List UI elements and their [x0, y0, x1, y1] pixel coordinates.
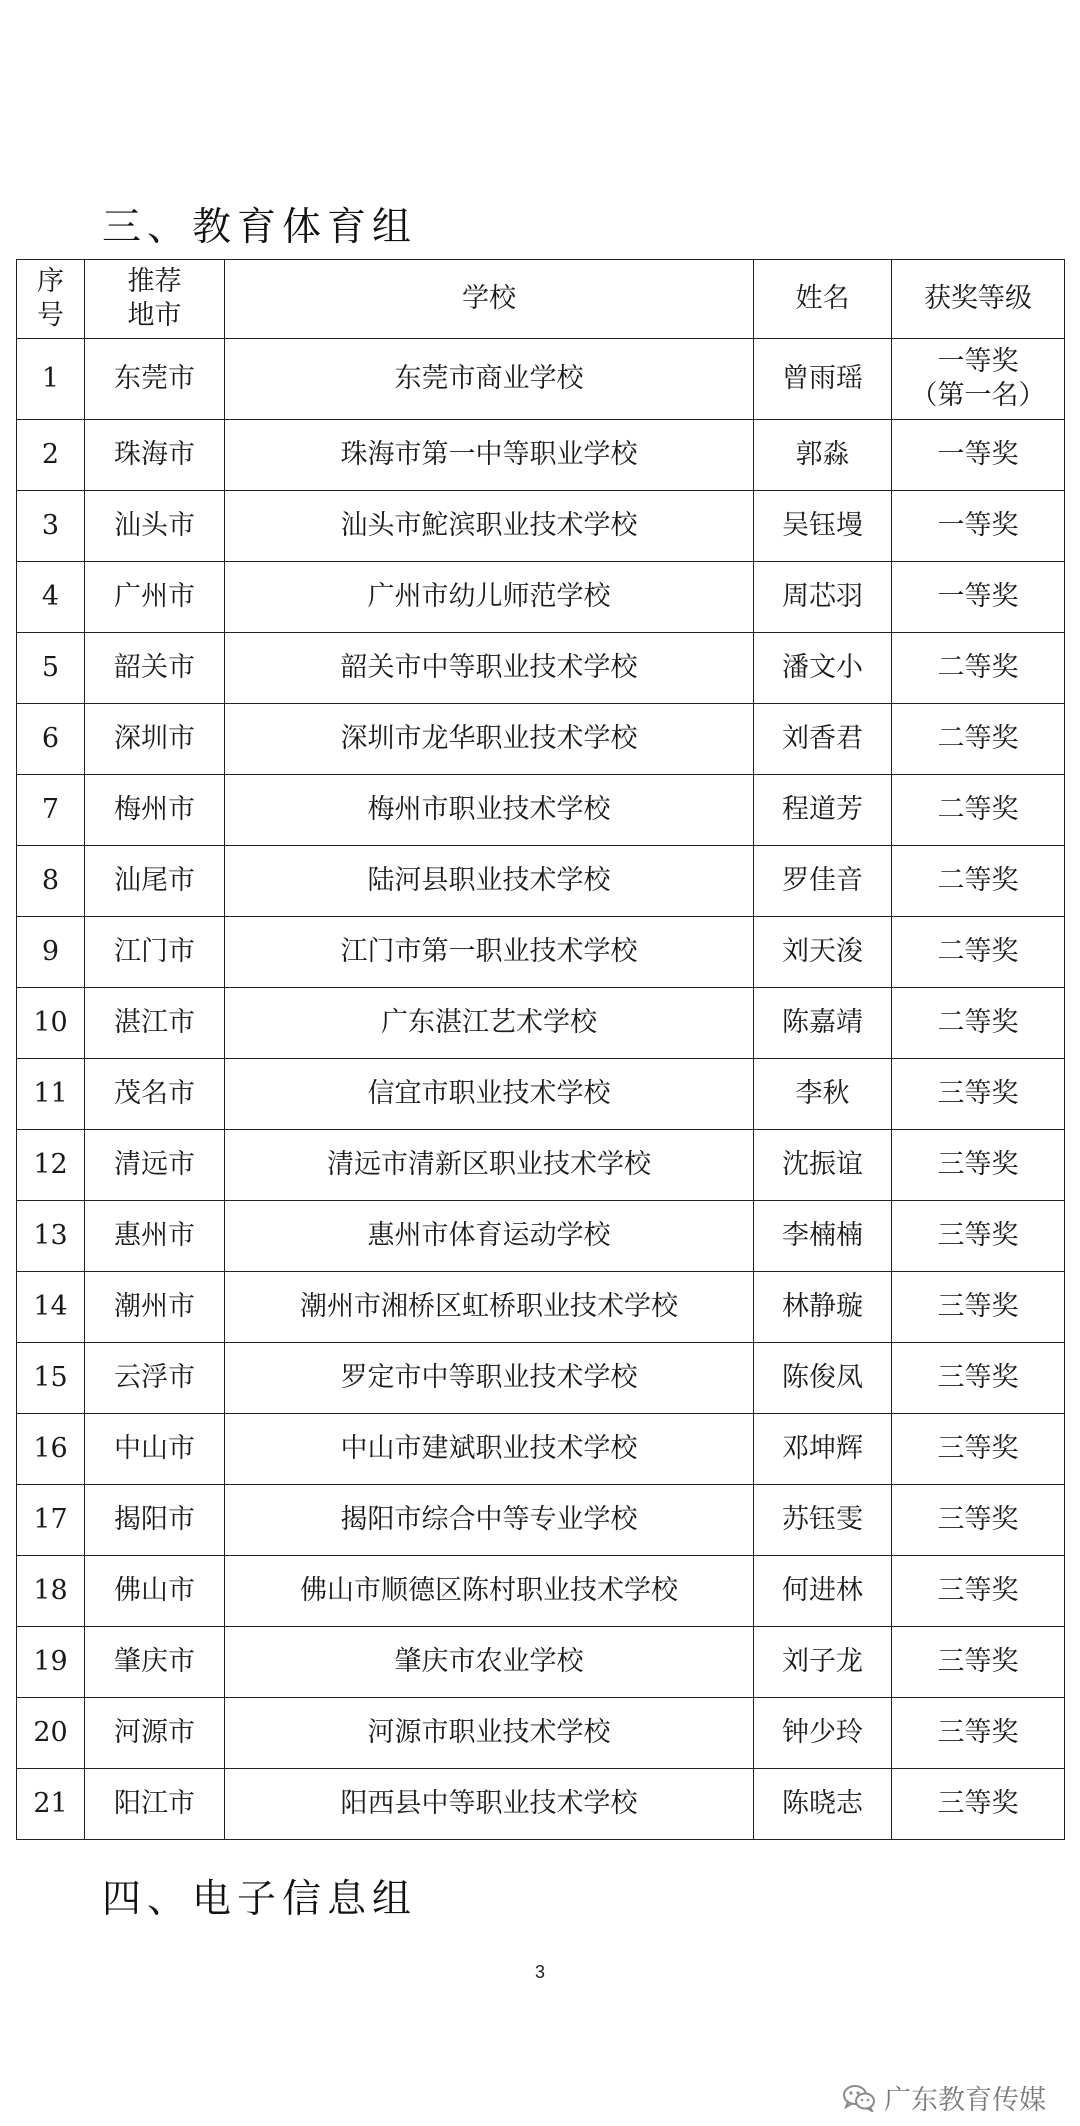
cell-school: 广州市幼儿师范学校: [225, 562, 754, 633]
table-row: [17, 1343, 1065, 1414]
cell-award-level: 三等奖: [892, 1414, 1065, 1485]
cell-name: 苏钰雯: [754, 1485, 892, 1556]
cell-city: 东莞市: [85, 339, 225, 420]
cell-city: 汕头市: [85, 491, 225, 562]
cell-award-level: 二等奖: [892, 846, 1065, 917]
cell-award-level: 二等奖: [892, 917, 1065, 988]
cell-name: 潘文小: [754, 633, 892, 704]
table-row: [17, 775, 1065, 846]
cell-serial-number: 10: [17, 988, 85, 1059]
header-row: [17, 260, 1065, 339]
cell-serial-number: 12: [17, 1130, 85, 1201]
cell-school: 潮州市湘桥区虹桥职业技术学校: [225, 1272, 754, 1343]
cell-name: 李楠楠: [754, 1201, 892, 1272]
cell-school: 中山市建斌职业技术学校: [225, 1414, 754, 1485]
cell-school: 陆河县职业技术学校: [225, 846, 754, 917]
cell-serial-number: 16: [17, 1414, 85, 1485]
cell-name: 何进林: [754, 1556, 892, 1627]
cell-serial-number: 6: [17, 704, 85, 775]
cell-award-level: 三等奖: [892, 1556, 1065, 1627]
wechat-icon: [842, 2084, 876, 2112]
cell-city: 揭阳市: [85, 1485, 225, 1556]
cell-name: 罗佳音: [754, 846, 892, 917]
cell-city: 佛山市: [85, 1556, 225, 1627]
cell-name: 周芯羽: [754, 562, 892, 633]
cell-school: 信宜市职业技术学校: [225, 1059, 754, 1130]
cell-serial-number: 1: [17, 339, 85, 420]
cell-city: 江门市: [85, 917, 225, 988]
cell-serial-number: 15: [17, 1343, 85, 1414]
cell-city: 潮州市: [85, 1272, 225, 1343]
cell-school: 佛山市顺德区陈村职业技术学校: [225, 1556, 754, 1627]
cell-serial-number: 3: [17, 491, 85, 562]
header-city-line2: 地市: [127, 300, 182, 331]
cell-award-level: 一等奖: [892, 420, 1065, 491]
table-row: [17, 1059, 1065, 1130]
page-number: 3: [534, 1962, 545, 1982]
cell-city: 茂名市: [85, 1059, 225, 1130]
cell-city: 河源市: [85, 1698, 225, 1769]
cell-serial-number: 19: [17, 1627, 85, 1698]
cell-serial-number: 8: [17, 846, 85, 917]
cell-name: 刘天浚: [754, 917, 892, 988]
cell-name: 李秋: [754, 1059, 892, 1130]
cell-city: 广州市: [85, 562, 225, 633]
table-row: [17, 1272, 1065, 1343]
cell-name: 曾雨瑶: [754, 339, 892, 420]
header-recommending-city: [85, 260, 225, 339]
cell-name: 钟少玲: [754, 1698, 892, 1769]
cell-award-level: 三等奖: [892, 1769, 1065, 1840]
cell-school: 河源市职业技术学校: [225, 1698, 754, 1769]
award-label: 一等奖: [937, 346, 1019, 377]
cell-name: 邓坤辉: [754, 1414, 892, 1485]
cell-award-level: 三等奖: [892, 1343, 1065, 1414]
cell-award-level: 二等奖: [892, 704, 1065, 775]
cell-award-level: 二等奖: [892, 633, 1065, 704]
cell-award-level: 三等奖: [892, 1201, 1065, 1272]
header-name: 姓名: [754, 260, 892, 339]
cell-city: 中山市: [85, 1414, 225, 1485]
cell-city: 清远市: [85, 1130, 225, 1201]
cell-name: 刘香君: [754, 704, 892, 775]
cell-city: 深圳市: [85, 704, 225, 775]
cell-school: 汕头市鮀滨职业技术学校: [225, 491, 754, 562]
header-serial-number: [17, 260, 85, 339]
cell-award-level: 二等奖: [892, 988, 1065, 1059]
section-title-electronic-info: 四、电子信息组: [102, 1877, 418, 1922]
cell-serial-number: 14: [17, 1272, 85, 1343]
cell-school: 江门市第一职业技术学校: [225, 917, 754, 988]
cell-name: 郭淼: [754, 420, 892, 491]
cell-school: 罗定市中等职业技术学校: [225, 1343, 754, 1414]
table-row: [17, 1627, 1065, 1698]
cell-school: 清远市清新区职业技术学校: [225, 1130, 754, 1201]
cell-city: 阳江市: [85, 1769, 225, 1840]
cell-award-level: 三等奖: [892, 1485, 1065, 1556]
cell-name: 刘子龙: [754, 1627, 892, 1698]
cell-name: 吴钰墁: [754, 491, 892, 562]
cell-city: 珠海市: [85, 420, 225, 491]
table-row: [17, 339, 1065, 420]
cell-school: 东莞市商业学校: [225, 339, 754, 420]
table-row: [17, 1414, 1065, 1485]
cell-serial-number: 9: [17, 917, 85, 988]
watermark-text: 广东教育传媒: [884, 2085, 1046, 2116]
cell-name: 程道芳: [754, 775, 892, 846]
cell-school: 梅州市职业技术学校: [225, 775, 754, 846]
cell-serial-number: 4: [17, 562, 85, 633]
cell-school: 深圳市龙华职业技术学校: [225, 704, 754, 775]
table-row: [17, 633, 1065, 704]
table-row: [17, 1201, 1065, 1272]
cell-serial-number: 21: [17, 1769, 85, 1840]
cell-award-level: 三等奖: [892, 1272, 1065, 1343]
header-award-level: 获奖等级: [892, 260, 1065, 339]
cell-city: 梅州市: [85, 775, 225, 846]
cell-city: 韶关市: [85, 633, 225, 704]
table-row: [17, 917, 1065, 988]
table-row: [17, 420, 1065, 491]
table-row: [17, 1485, 1065, 1556]
table-row: [17, 562, 1065, 633]
table-row: [17, 491, 1065, 562]
cell-serial-number: 18: [17, 1556, 85, 1627]
cell-city: 肇庆市: [85, 1627, 225, 1698]
cell-school: 广东湛江艺术学校: [225, 988, 754, 1059]
table-row: [17, 1130, 1065, 1201]
table-row: [17, 1769, 1065, 1840]
cell-city: 湛江市: [85, 988, 225, 1059]
cell-serial-number: 11: [17, 1059, 85, 1130]
header-serial-line2: 号: [37, 300, 64, 331]
cell-city: 惠州市: [85, 1201, 225, 1272]
cell-serial-number: 5: [17, 633, 85, 704]
awards-table: [16, 259, 1065, 1840]
cell-serial-number: 13: [17, 1201, 85, 1272]
cell-name: 陈嘉靖: [754, 988, 892, 1059]
cell-award-level: 一等奖: [892, 491, 1065, 562]
cell-award-level: [892, 339, 1065, 420]
cell-award-level: 三等奖: [892, 1698, 1065, 1769]
cell-city: 云浮市: [85, 1343, 225, 1414]
cell-name: 陈晓志: [754, 1769, 892, 1840]
cell-award-level: 三等奖: [892, 1130, 1065, 1201]
cell-school: 惠州市体育运动学校: [225, 1201, 754, 1272]
table-row: [17, 988, 1065, 1059]
cell-school: 珠海市第一中等职业学校: [225, 420, 754, 491]
cell-school: 肇庆市农业学校: [225, 1627, 754, 1698]
table-row: [17, 846, 1065, 917]
cell-serial-number: 2: [17, 420, 85, 491]
section-title-education-sports: 三、教育体育组: [102, 205, 418, 250]
award-note: （第一名）: [910, 380, 1046, 411]
cell-school: 揭阳市综合中等专业学校: [225, 1485, 754, 1556]
cell-serial-number: 17: [17, 1485, 85, 1556]
cell-serial-number: 7: [17, 775, 85, 846]
cell-city: 汕尾市: [85, 846, 225, 917]
cell-name: 沈振谊: [754, 1130, 892, 1201]
table-row: [17, 1556, 1065, 1627]
cell-name: 陈俊凤: [754, 1343, 892, 1414]
table-header: [17, 260, 1065, 339]
watermark: [842, 2078, 1046, 2117]
cell-award-level: 三等奖: [892, 1059, 1065, 1130]
table-row: [17, 1698, 1065, 1769]
header-city-line1: 推荐: [127, 266, 182, 297]
cell-serial-number: 20: [17, 1698, 85, 1769]
cell-school: 阳西县中等职业技术学校: [225, 1769, 754, 1840]
cell-award-level: 一等奖: [892, 562, 1065, 633]
cell-award-level: 二等奖: [892, 775, 1065, 846]
cell-award-level: 三等奖: [892, 1627, 1065, 1698]
cell-school: 韶关市中等职业技术学校: [225, 633, 754, 704]
header-serial-line1: 序: [37, 266, 64, 297]
cell-name: 林静璇: [754, 1272, 892, 1343]
header-school: 学校: [225, 260, 754, 339]
table-row: [17, 704, 1065, 775]
table-body: [17, 339, 1065, 1840]
